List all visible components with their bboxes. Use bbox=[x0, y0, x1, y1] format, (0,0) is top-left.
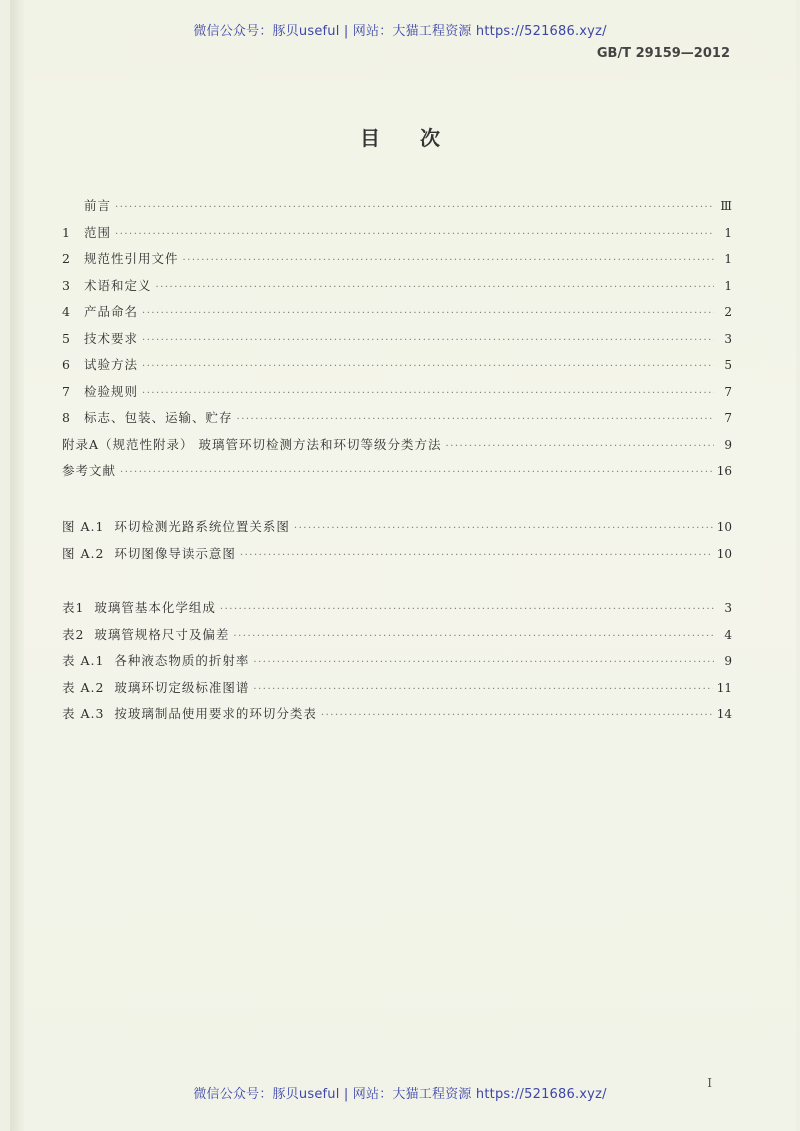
toc-entry[interactable] bbox=[62, 329, 732, 356]
toc-entry-number: 图 A.1 bbox=[62, 519, 105, 534]
dot-leader bbox=[237, 414, 714, 425]
toc-entry-page: 10 bbox=[716, 546, 732, 561]
toc-entry-page: 10 bbox=[716, 520, 732, 534]
toc-entry-title: 范围 bbox=[84, 224, 112, 240]
toc-entry-title: 玻璃管基本化学组成 bbox=[94, 600, 216, 615]
toc-entry-page: 14 bbox=[716, 707, 732, 721]
dot-leader bbox=[233, 631, 714, 642]
toc-entry[interactable] bbox=[62, 223, 732, 250]
footer-page-number: I bbox=[707, 1076, 712, 1090]
toc-entry-label bbox=[62, 382, 138, 400]
toc-entry-label bbox=[62, 276, 152, 294]
toc-entry-title: 环切检测光路系统位置关系图 bbox=[114, 519, 290, 534]
toc-entry-title: 前言 bbox=[84, 198, 112, 213]
dot-leader bbox=[142, 388, 714, 399]
dot-leader bbox=[220, 604, 714, 615]
toc-main-list bbox=[62, 196, 732, 488]
toc-entry-label bbox=[62, 517, 290, 535]
toc-entry-label bbox=[62, 678, 249, 696]
toc-entry-page: 16 bbox=[716, 464, 732, 478]
toc-entry-title: 附录A（规范性附录） 玻璃管环切检测方法和环切等级分类方法 bbox=[62, 436, 442, 452]
toc-entry-page: 9 bbox=[724, 654, 732, 668]
toc-entry-label bbox=[62, 461, 116, 479]
toc-entry-title: 规范性引用文件 bbox=[84, 251, 179, 266]
toc-entry-number: 6 bbox=[62, 357, 71, 372]
standard-code: GB/T 29159—2012 bbox=[596, 46, 730, 61]
toc-entry-label bbox=[62, 651, 249, 669]
toc-entry-page: 1 bbox=[724, 278, 732, 293]
toc-entry-number: 2 bbox=[62, 251, 71, 266]
toc-figures-list bbox=[62, 517, 732, 570]
toc-entry-number: 7 bbox=[62, 383, 71, 399]
dot-leader bbox=[294, 523, 713, 534]
dot-leader bbox=[115, 229, 714, 240]
toc-entry-title: 玻璃环切定级标准图谱 bbox=[114, 679, 250, 695]
toc-table-entry[interactable] bbox=[62, 651, 732, 678]
dot-leader bbox=[115, 202, 714, 213]
toc-entry-number: 表2 bbox=[62, 626, 85, 642]
toc-entry-label bbox=[62, 598, 216, 616]
watermark-top: 微信公众号：豚贝useful | 网站：大猫工程资源 https://521686.xyz/ bbox=[193, 24, 607, 39]
toc-entry-page: 1 bbox=[724, 225, 732, 240]
toc-entry[interactable] bbox=[62, 302, 732, 329]
toc-entry-page: 5 bbox=[724, 358, 732, 372]
dot-leader bbox=[446, 441, 714, 452]
toc-entry-page: Ⅲ bbox=[720, 199, 732, 213]
toc-entry-label bbox=[62, 223, 111, 241]
toc-entry[interactable] bbox=[62, 461, 732, 488]
toc-entry-label bbox=[62, 329, 138, 347]
toc-entry-page: 3 bbox=[724, 601, 732, 615]
toc-entry-number: 1 bbox=[62, 224, 71, 240]
toc-entry-page: 3 bbox=[724, 331, 732, 346]
dot-leader bbox=[120, 467, 713, 478]
toc-entry[interactable] bbox=[62, 249, 732, 276]
toc-entry[interactable] bbox=[62, 276, 732, 303]
toc-tables-list bbox=[62, 598, 732, 731]
toc-entry-title: 参考文献 bbox=[62, 463, 117, 478]
toc-entry[interactable] bbox=[62, 435, 732, 462]
toc-entry-number: 5 bbox=[62, 330, 71, 346]
toc-entry-number: 8 bbox=[62, 410, 71, 425]
dot-leader bbox=[142, 308, 714, 319]
toc-entry-label bbox=[62, 249, 179, 267]
toc-entry[interactable] bbox=[62, 196, 732, 223]
toc-table-entry[interactable] bbox=[62, 598, 732, 625]
dot-leader bbox=[156, 282, 714, 293]
dot-leader bbox=[253, 684, 712, 695]
toc-entry-title: 各种液态物质的折射率 bbox=[114, 653, 250, 668]
toc-figure-entry[interactable] bbox=[62, 544, 732, 571]
dot-leader bbox=[240, 550, 713, 561]
toc-entry-page: 4 bbox=[724, 627, 732, 642]
toc-entry-title: 检验规则 bbox=[84, 383, 139, 399]
dot-leader bbox=[253, 657, 714, 668]
toc-entry[interactable] bbox=[62, 382, 732, 409]
toc-entry-page: 1 bbox=[724, 252, 732, 266]
toc-entry-title: 按玻璃制品使用要求的环切分类表 bbox=[114, 706, 317, 721]
toc-entry-title: 环切图像导读示意图 bbox=[114, 545, 236, 561]
toc-entry-number: 3 bbox=[62, 277, 71, 293]
page-title: 目次 bbox=[360, 126, 480, 150]
toc-entry-title: 标志、包装、运输、贮存 bbox=[84, 410, 233, 425]
toc-entry-number: 表 A.2 bbox=[62, 679, 105, 695]
toc-entry-title: 技术要求 bbox=[84, 330, 139, 346]
toc-entry-title: 产品命名 bbox=[84, 304, 139, 319]
toc-entry-label bbox=[62, 544, 236, 562]
watermark-bottom: 微信公众号：豚贝useful | 网站：大猫工程资源 https://521686.xyz/ bbox=[193, 1087, 607, 1102]
toc-entry-number: 表1 bbox=[62, 600, 85, 615]
toc-entry-number: 图 A.2 bbox=[62, 545, 105, 561]
toc-table-entry[interactable] bbox=[62, 704, 732, 731]
toc-entry-label bbox=[62, 302, 138, 320]
toc-entry-page: 2 bbox=[724, 305, 732, 319]
page-edge-shadow bbox=[10, 0, 24, 1131]
toc-entry-label bbox=[62, 625, 229, 643]
dot-leader bbox=[183, 255, 714, 266]
toc-entry[interactable] bbox=[62, 355, 732, 382]
toc-table-entry[interactable] bbox=[62, 625, 732, 652]
dot-leader bbox=[321, 710, 713, 721]
toc-entry-title: 玻璃管规格尺寸及偏差 bbox=[94, 626, 230, 642]
toc-entry-page: 7 bbox=[724, 411, 732, 425]
toc-entry-label bbox=[62, 355, 138, 373]
toc-entry-page: 9 bbox=[724, 437, 732, 452]
toc-entry-number: 表 A.3 bbox=[62, 706, 105, 721]
toc-entry-title: 术语和定义 bbox=[84, 277, 152, 293]
toc-figure-entry[interactable] bbox=[62, 517, 732, 544]
toc-entry-label bbox=[62, 408, 233, 426]
toc-entry-label bbox=[62, 196, 111, 214]
toc-entry-number: 表 A.1 bbox=[62, 653, 105, 668]
toc-entry-title: 试验方法 bbox=[84, 357, 139, 372]
toc-entry[interactable] bbox=[62, 408, 732, 435]
toc-entry-label bbox=[62, 704, 317, 722]
dot-leader bbox=[142, 361, 714, 372]
toc-table-entry[interactable] bbox=[62, 678, 732, 705]
toc-entry-page: 7 bbox=[724, 384, 732, 399]
toc-entry-page: 11 bbox=[716, 680, 732, 695]
dot-leader bbox=[142, 335, 714, 346]
toc-entry-number: 4 bbox=[62, 304, 71, 319]
toc-entry-label bbox=[62, 435, 442, 453]
